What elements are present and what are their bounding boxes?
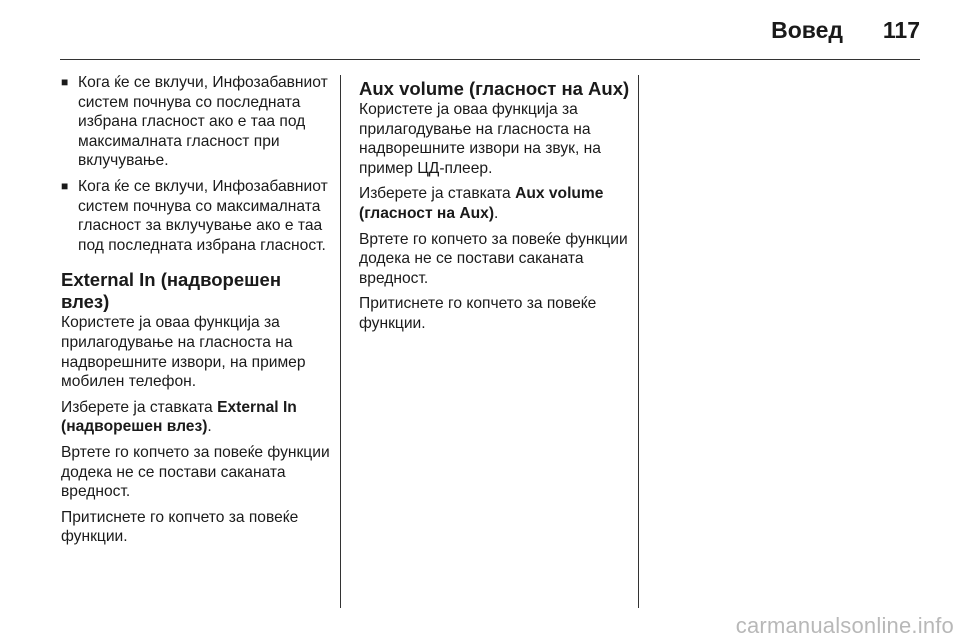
left-column [61,73,333,553]
select-suffix: . [207,418,212,436]
bullet-item [61,177,333,255]
page-number: 117 [882,17,920,43]
section-heading-external-in: External In (надворешен влез) [61,269,281,313]
bullet-text: Кога ќе се вклучи, Инфозабавниот систем почнува со последната избрана гласност ако е таа под максималната гласност при вклучување. [78,74,328,170]
section-paragraph: Вртете го копчето за повеќе функции додека не се постави саканата вредност. [61,443,330,501]
section-paragraph: Користете ја оваа функција за прилагодување на гласноста на надворешните извори, на пример мобилен телефон. [61,314,306,391]
bullet-square-icon: ■ [61,178,69,193]
bullet-item [61,73,333,171]
chapter-title: Вовед [771,17,843,43]
section-paragraph: Вртете го копчето за повеќе функции додека не се постави саканата вредност. [359,230,628,287]
menu-term-aux-volume: Aux volume (гласност на Aux) [359,185,604,222]
section-paragraph: Притиснете го копчето за повеќе функции. [61,508,299,546]
page-header [0,0,960,60]
site-watermark: carmanualsonline.info [735,613,954,638]
section-paragraph: Притиснете го копчето за повеќе функции. [359,295,597,332]
section-select-instruction [359,184,631,223]
section-select-instruction [61,398,333,437]
section-heading-aux-volume: Aux volume (гласност на Aux) [359,78,630,99]
select-prefix: Изберете ја ставката [359,185,516,203]
menu-term-external-in: External In (надворешен влез) [61,398,297,436]
section-paragraph: Користете ја оваа функција за прилагодување на гласноста на надворешните извори на звук, на пример ЦД-плеер. [359,101,601,177]
select-prefix: Изберете ја ставката [61,398,218,416]
column-divider-left [340,75,341,608]
column-divider-right [638,75,639,608]
header-rule [60,59,920,60]
select-suffix: . [494,204,499,222]
middle-column [359,78,631,340]
bullet-text: Кога ќе се вклучи, Инфозабавниот систем почнува со максималната гласност за вклучување ако е таа под последната избрана гласност. [78,177,328,254]
bullet-square-icon: ■ [61,75,69,89]
